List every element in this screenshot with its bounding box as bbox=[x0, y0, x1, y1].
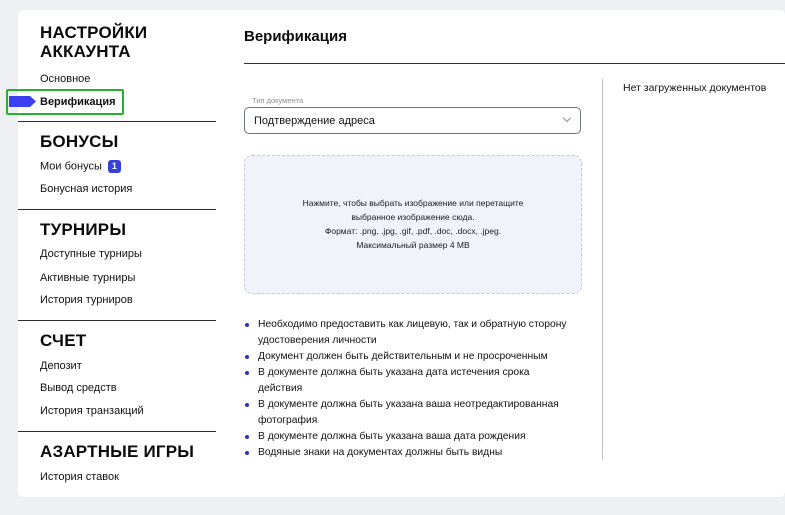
document-type-value: Подтверждение адреса bbox=[254, 115, 375, 127]
dropzone-text: выбранное изображение сюда. bbox=[351, 212, 475, 222]
sidebar-item-verification[interactable]: Верификация bbox=[40, 96, 116, 108]
sidebar-item-my-bonuses[interactable] bbox=[40, 160, 121, 173]
list-item bbox=[244, 365, 589, 397]
sidebar-item-withdrawal[interactable]: Вывод средств bbox=[40, 382, 117, 394]
list-item-text: удостоверения личности bbox=[258, 335, 377, 346]
bullet-icon bbox=[245, 371, 249, 375]
list-item-text: Документ должен быть действительным и не просроченным bbox=[258, 351, 548, 362]
list-item bbox=[244, 429, 589, 445]
list-item bbox=[244, 349, 589, 365]
bullet-icon bbox=[245, 435, 249, 439]
bonus-count-badge: 1 bbox=[108, 160, 121, 173]
bullet-icon bbox=[245, 355, 249, 359]
sidebar-item-active-tournaments[interactable]: Активные турниры bbox=[40, 272, 136, 284]
sidebar-item-bet-history[interactable]: История ставок bbox=[40, 471, 119, 483]
section-title-line: АККАУНТА bbox=[40, 42, 131, 61]
dropzone-text: Нажмите, чтобы выбрать изображение или перетащите bbox=[302, 198, 524, 208]
sidebar-item-bonus-history[interactable]: Бонусная история bbox=[40, 183, 133, 195]
list-item-text: Необходимо предоставить как лицевую, так и обратную сторону bbox=[258, 319, 567, 330]
sidebar-item-transaction-history[interactable]: История транзакций bbox=[40, 405, 144, 417]
list-item-text: фотография bbox=[258, 415, 318, 426]
divider bbox=[18, 431, 216, 432]
section-title-account: СЧЕТ bbox=[40, 331, 87, 350]
page-title: Верификация bbox=[244, 28, 347, 45]
section-title-tournaments: ТУРНИРЫ bbox=[40, 220, 127, 239]
dropzone-text: Формат: .png, .jpg, .gif, .pdf, .doc, .docx, .jpeg. bbox=[324, 226, 502, 236]
bullet-icon bbox=[245, 323, 249, 327]
sidebar-item-label: Мои бонусы bbox=[40, 160, 102, 173]
list-item bbox=[244, 317, 589, 349]
document-type-label: Тип документа bbox=[252, 96, 304, 105]
no-documents-message: Нет загруженных документов bbox=[623, 82, 767, 94]
section-title-gambling: АЗАРТНЫЕ ИГРЫ bbox=[40, 442, 195, 461]
bullet-icon bbox=[245, 403, 249, 407]
sidebar-item-deposit[interactable]: Депозит bbox=[40, 360, 82, 372]
divider bbox=[18, 209, 216, 210]
document-type-select[interactable] bbox=[244, 107, 581, 134]
list-item-text: В документе должна быть указана дата истечения срока bbox=[258, 367, 530, 378]
section-title-line: НАСТРОЙКИ bbox=[40, 23, 148, 42]
sidebar-item-tournament-history[interactable]: История турниров bbox=[40, 294, 133, 306]
list-item-text: В документе должна быть указана ваша дата рождения bbox=[258, 431, 526, 442]
list-item bbox=[244, 397, 589, 429]
list-item bbox=[244, 445, 589, 461]
bullet-icon bbox=[245, 451, 249, 455]
list-item-text: Водяные знаки на документах должны быть видны bbox=[258, 447, 503, 458]
divider bbox=[18, 121, 216, 122]
section-title-bonuses: БОНУСЫ bbox=[40, 132, 119, 151]
list-item-text: В документе должна быть указана ваша неотредактированная bbox=[258, 399, 559, 410]
divider bbox=[244, 63, 785, 64]
divider bbox=[18, 320, 216, 321]
chevron-down-icon bbox=[563, 114, 571, 122]
list-item-text: действия bbox=[258, 383, 303, 394]
dropzone-text: Максимальный размер 4 MB bbox=[356, 240, 470, 250]
requirements-list bbox=[244, 317, 589, 461]
sidebar-item-general[interactable]: Основное bbox=[40, 73, 91, 85]
file-upload-dropzone[interactable] bbox=[244, 155, 582, 294]
column-divider bbox=[602, 79, 603, 460]
section-title-account-settings bbox=[40, 23, 147, 61]
sidebar-item-available-tournaments[interactable]: Доступные турниры bbox=[40, 248, 142, 260]
